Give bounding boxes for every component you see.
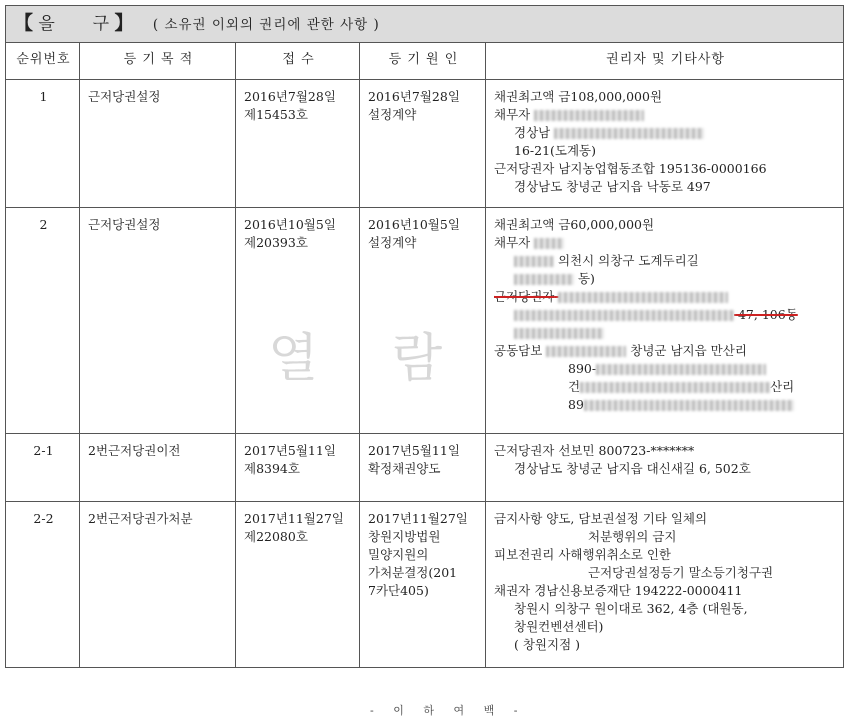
section-subtitle: ( 소유권 이외의 권리에 관한 사항 ) bbox=[152, 17, 380, 33]
receipt-cell: 2016년10월5일 제20393호 bbox=[236, 208, 360, 434]
section-header bbox=[6, 6, 844, 43]
col-receipt: 접 수 bbox=[236, 43, 360, 80]
register-table bbox=[5, 5, 844, 668]
receipt-cell: 2017년11월27일 제22080호 bbox=[236, 502, 360, 668]
receipt-cell: 2017년5월11일 제8394호 bbox=[236, 434, 360, 502]
purpose-cell: 2번근저당권가처분 bbox=[80, 502, 236, 668]
details-cell: 채권최고액 금108,000,000원 채무자 경상남 16-21(도계동) 근저당권자 남지농업협동조합 195136-0000166 경상남도 창녕군 남지읍 낙동로 497 bbox=[486, 80, 844, 208]
col-rank: 순위번호 bbox=[6, 43, 80, 80]
details-cell: 근저당권자 선보민 800723-******* 경상남도 창녕군 남지읍 대신새길 6, 502호 bbox=[486, 434, 844, 502]
watermark-char-2: 람 bbox=[392, 329, 443, 389]
col-cause: 등 기 원 인 bbox=[360, 43, 486, 80]
col-details: 권리자 및 기타사항 bbox=[486, 43, 844, 80]
rank-cell: 2-2 bbox=[6, 502, 80, 668]
details-cell: 금지사항 양도, 담보권설정 기타 일체의 처분행위의 금지 피보전권리 사해행위취소로 인한 근저당권설정등기 말소등기청구권 채권자 경남신용보증재단 194222-0000411 창원시 의창구 원이대로 362, 4층 (대원동, 창원컨벤션센터) ( 창원지점 ) bbox=[486, 502, 844, 668]
details-cell: 채권최고액 금60,000,000원 채무자 의천시 의창구 도계두리길 동) 근저당권자 47, 106동 공동담보 창녕군 남지읍 만산리 890- 건 산리 89 bbox=[486, 208, 844, 434]
purpose-cell: 근저당권설정 bbox=[80, 208, 236, 434]
cause-cell: 2016년10월5일 설정계약 bbox=[360, 208, 486, 434]
rank-cell: 2-1 bbox=[6, 434, 80, 502]
bracket-close: 】 bbox=[114, 12, 134, 34]
rank-cell: 1 bbox=[6, 80, 80, 208]
cause-cell: 2017년11월27일 창원지방법원 밀양지원의 가처분결정(201 7카단405) bbox=[360, 502, 486, 668]
page-footer: - 이 하 여 백 - bbox=[370, 704, 526, 717]
watermark-char-1: 열 bbox=[268, 329, 319, 389]
rank-cell: 2 bbox=[6, 208, 80, 434]
bracket-open: 【 bbox=[14, 12, 34, 34]
column-header-row bbox=[6, 43, 844, 80]
table-row bbox=[6, 208, 844, 434]
col-purpose: 등 기 목 적 bbox=[80, 43, 236, 80]
cause-cell: 2016년7월28일 설정계약 bbox=[360, 80, 486, 208]
purpose-cell: 근저당권설정 bbox=[80, 80, 236, 208]
purpose-cell: 2번근저당권이전 bbox=[80, 434, 236, 502]
table-row bbox=[6, 434, 844, 502]
table-row bbox=[6, 502, 844, 668]
table-row bbox=[6, 80, 844, 208]
section-title: 을 구 bbox=[38, 14, 110, 34]
receipt-cell: 2016년7월28일 제15453호 bbox=[236, 80, 360, 208]
cause-cell: 2017년5월11일 확정채권양도 bbox=[360, 434, 486, 502]
